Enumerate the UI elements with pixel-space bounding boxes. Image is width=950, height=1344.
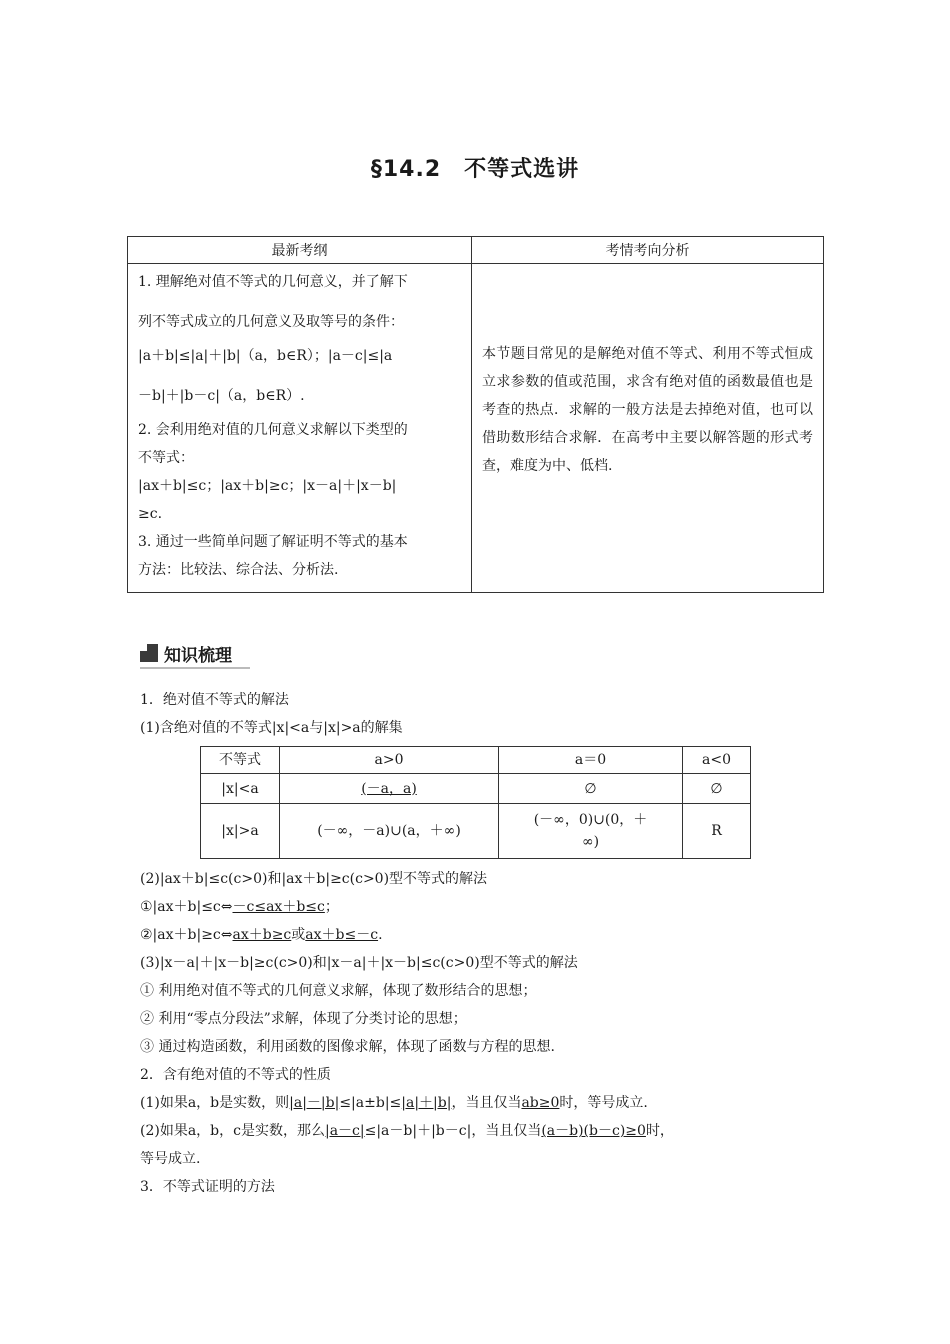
rule-text: ①|ax＋b|≤c⇔ [140,899,233,915]
requirement-text: 3. 通过一些简单问题了解证明不等式的基本 [138,534,408,550]
property-text: 时，等号成立. [559,1095,648,1111]
requirement-text: |ax＋b|≤c；|ax＋b|≥c；|x－a|＋|x－b| [138,478,397,494]
method-item: ② 利用“零点分段法”求解，体现了分类讨论的思想； [140,1011,467,1027]
table-cell [499,804,683,859]
section-underline [140,667,250,669]
answer-blank: ax＋b≤－c [305,927,379,943]
table-cell: ∅ [683,774,751,804]
table-cell [280,774,499,804]
section-title: 知识梳理 [164,645,232,666]
answer-blank: |a－c| [324,1123,365,1139]
section-banner [140,640,232,666]
table-cell: R [683,804,751,859]
requirement-text: 2. 会利用绝对值的几何意义求解以下类型的 [138,422,408,438]
property-continuation: 等号成立. [140,1151,201,1167]
analysis-cell [472,264,824,593]
table-cell-line: ∞) [581,834,600,850]
analysis-text: 本节题目常见的是解绝对值不等式、利用不等式恒成立求参数的值或范围，求含有绝对值的函数最值也是考查的热点．求解的一般方法是去掉绝对值，也可以借助数形结合求解．在高考中主要以解答题的形式考查，难度为中、低档. [482,346,813,474]
requirement-text: 列不等式成立的几何意义及取等号的条件： [138,314,404,330]
subheading: (2)|ax＋b|≤c(c>0)和|ax＋b|≥c(c>0)型不等式的解法 [140,871,488,887]
heading-1: 1．绝对值不等式的解法 [140,692,289,708]
table-cell: ∅ [499,774,683,804]
answer-blank: |a|－|b| [289,1095,340,1111]
answer-blank: －c≤ax＋b≤c [232,899,325,915]
table-header-cell: a>0 [280,747,499,774]
rule-line [140,893,820,921]
table-cell: (－∞，－a)∪(a，＋∞) [280,804,499,859]
requirement-text: －b|＋|b－c|（a，b∈R）. [138,388,305,404]
table-header-cell: a<0 [683,747,751,774]
rule-text: ； [324,899,339,915]
syllabus-table [127,236,824,593]
method-item: ① 利用绝对值不等式的几何意义求解，体现了数形结合的思想； [140,983,537,999]
heading-3: 3．不等式证明的方法 [140,1179,275,1195]
requirement-text: 1. 理解绝对值不等式的几何意义，并了解下 [138,274,408,290]
requirement-text: ≥c. [138,506,163,522]
property-line [140,1089,820,1117]
property-text: (2)如果a，b，c是实数，那么 [140,1123,325,1139]
table-header-cell: a＝0 [499,747,683,774]
rule-text: 或 [291,927,306,943]
method-item: ③ 通过构造函数，利用函数的图像求解，体现了函数与方程的思想. [140,1039,555,1055]
knowledge-content [140,686,820,1201]
subheading: (1)含绝对值的不等式|x|<a与|x|>a的解集 [140,720,403,736]
property-text: ，当且仅当 [451,1095,522,1111]
answer-blank: (－a，a) [361,780,417,797]
rule-line [140,921,820,949]
property-text: (1)如果a，b是实数，则 [140,1095,290,1111]
section-square-icon [140,644,158,662]
property-text: 时， [645,1123,674,1139]
requirement-text: |a＋b|≤|a|＋|b|（a，b∈R）；|a－c|≤|a [138,348,393,364]
property-text: ≤|a－b|＋|b－c| [364,1123,472,1139]
table-header-cell: 不等式 [201,747,280,774]
subheading: (3)|x－a|＋|x－b|≥c(c>0)和|x－a|＋|x－b|≤c(c>0)型不等式的解法 [140,955,578,971]
property-text: ，当且仅当 [471,1123,542,1139]
requirements-cell [128,264,472,593]
rule-text: . [378,927,383,943]
answer-blank: |a|＋|b| [401,1095,452,1111]
property-text: ≤|a±b|≤ [339,1095,402,1111]
requirement-text: 方法：比较法、综合法、分析法. [138,562,339,578]
requirement-text: 不等式： [138,450,194,466]
rule-text: ②|ax＋b|≥c⇔ [140,927,233,943]
table-cell: |x|<a [201,774,280,804]
table-cell: |x|>a [201,804,280,859]
solution-set-table [200,746,751,859]
page-title: §14.2 不等式选讲 [370,157,580,182]
table-cell-line: (－∞，0)∪(0，＋ [533,812,648,828]
answer-blank: ax＋b≥c [232,927,292,943]
syllabus-header-left: 最新考纲 [128,237,472,264]
heading-2: 2．含有绝对值的不等式的性质 [140,1067,331,1083]
syllabus-header-right: 考情考向分析 [472,237,824,264]
property-line [140,1117,820,1145]
answer-blank: ab≥0 [521,1095,560,1111]
answer-blank: (a－b)(b－c)≥0 [541,1123,646,1139]
